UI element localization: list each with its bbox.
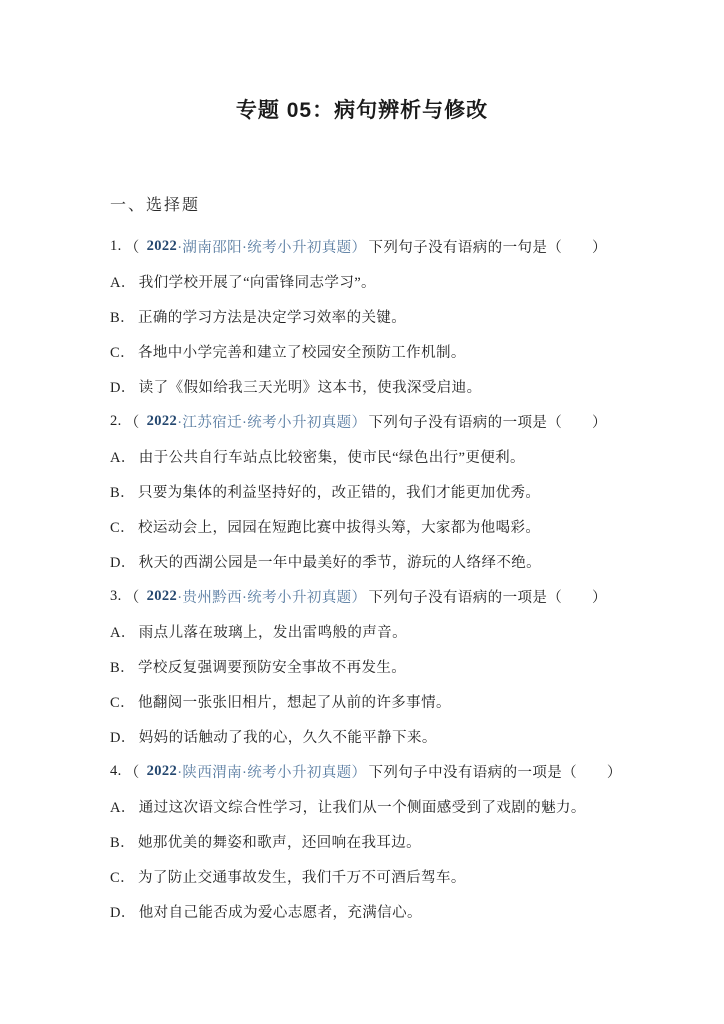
option-line — [110, 684, 624, 719]
option-label: A． — [110, 275, 136, 291]
citation-source: ·陕西渭南·统考小升初真题） — [177, 765, 367, 781]
citation-open-paren: （ — [124, 415, 140, 431]
option-text: 妈妈的话触动了我的心，久久不能平静下来。 — [138, 730, 437, 746]
option-line — [110, 894, 624, 929]
section-heading: 一、选择题 — [110, 197, 201, 214]
option-label: A． — [110, 450, 136, 466]
question-number: 4. — [110, 763, 122, 779]
option-label: D． — [110, 380, 136, 396]
option-label: C． — [110, 520, 135, 536]
citation-year: 2022 — [146, 238, 178, 254]
option-text: 通过这次语文综合性学习，让我们从一个侧面感受到了戏剧的魅力。 — [138, 800, 586, 816]
question-line — [110, 754, 624, 789]
question-line — [110, 579, 624, 614]
option-label: A． — [110, 800, 136, 816]
option-text: 他对自己能否成为爱心志愿者，充满信心。 — [138, 905, 422, 921]
option-line — [110, 614, 624, 649]
option-line — [110, 859, 624, 894]
option-label: D． — [110, 905, 136, 921]
question-number: 3. — [110, 588, 122, 604]
question-line — [110, 404, 624, 439]
option-label: C． — [110, 695, 135, 711]
question-list — [110, 229, 624, 929]
citation-open-paren: （ — [124, 765, 140, 781]
option-text: 正确的学习方法是决定学习效率的关键。 — [137, 310, 407, 326]
option-label: B． — [110, 835, 135, 851]
question-stem: 下列句子中没有语病的一项是（ ） — [368, 765, 622, 781]
option-text: 雨点儿落在玻璃上，发出雷鸣般的声音。 — [138, 625, 407, 641]
option-text: 校运动会上，园园在短跑比赛中拔得头筹，大家都为他喝彩。 — [137, 520, 541, 536]
option-label: C． — [110, 870, 135, 886]
question-line — [110, 229, 624, 264]
option-line — [110, 824, 624, 859]
option-label: B． — [110, 660, 135, 676]
option-label: D． — [110, 730, 136, 746]
option-label: D． — [110, 555, 136, 571]
option-text: 学校反复强调要预防安全事故不再发生。 — [137, 660, 407, 676]
option-label: B． — [110, 485, 135, 501]
citation-source: ·江苏宿迁·统考小升初真题） — [177, 415, 367, 431]
option-text: 读了《假如给我三天光明》这本书，使我深受启迪。 — [138, 380, 482, 396]
option-text: 他翻阅一张张旧相片，想起了从前的许多事情。 — [137, 695, 451, 711]
citation-open-paren: （ — [124, 590, 140, 606]
question-stem: 下列句子没有语病的一项是（ ） — [368, 590, 607, 606]
citation-source: ·湖南邵阳·统考小升初真题） — [177, 240, 367, 256]
option-line — [110, 299, 624, 334]
question-stem: 下列句子没有语病的一项是（ ） — [368, 415, 607, 431]
option-text: 各地中小学完善和建立了校园安全预防工作机制。 — [137, 345, 466, 361]
option-text: 只要为集体的利益坚持好的，改正错的，我们才能更加优秀。 — [137, 485, 541, 501]
citation-year: 2022 — [146, 413, 178, 429]
option-line — [110, 264, 624, 299]
option-label: C． — [110, 345, 135, 361]
option-line — [110, 334, 624, 369]
citation-year: 2022 — [146, 588, 178, 604]
option-line — [110, 649, 624, 684]
citation-source: ·贵州黔西·统考小升初真题） — [177, 590, 367, 606]
option-line — [110, 439, 624, 474]
question-number: 1. — [110, 238, 122, 254]
option-line — [110, 544, 624, 579]
citation-year: 2022 — [146, 763, 178, 779]
option-label: A． — [110, 625, 136, 641]
question-stem: 下列句子没有语病的一句是（ ） — [368, 240, 607, 256]
option-line — [110, 369, 624, 404]
option-text: 她那优美的舞姿和歌声，还回响在我耳边。 — [137, 835, 422, 851]
option-text: 为了防止交通事故发生，我们千万不可酒后驾车。 — [137, 870, 466, 886]
option-text: 由于公共自行车站点比较密集，使市民“绿色出行”更便利。 — [138, 450, 525, 466]
question-number: 2. — [110, 413, 122, 429]
option-line — [110, 474, 624, 509]
option-line — [110, 509, 624, 544]
option-label: B． — [110, 310, 135, 326]
option-text: 我们学校开展了“向雷锋同志学习”。 — [138, 275, 376, 291]
doc-title: 专题 05：病句辨析与修改 — [235, 99, 489, 122]
option-line — [110, 719, 624, 754]
citation-open-paren: （ — [124, 240, 140, 256]
option-text: 秋天的西湖公园是一年中最美好的季节，游玩的人络绎不绝。 — [138, 555, 542, 571]
option-line — [110, 789, 624, 824]
